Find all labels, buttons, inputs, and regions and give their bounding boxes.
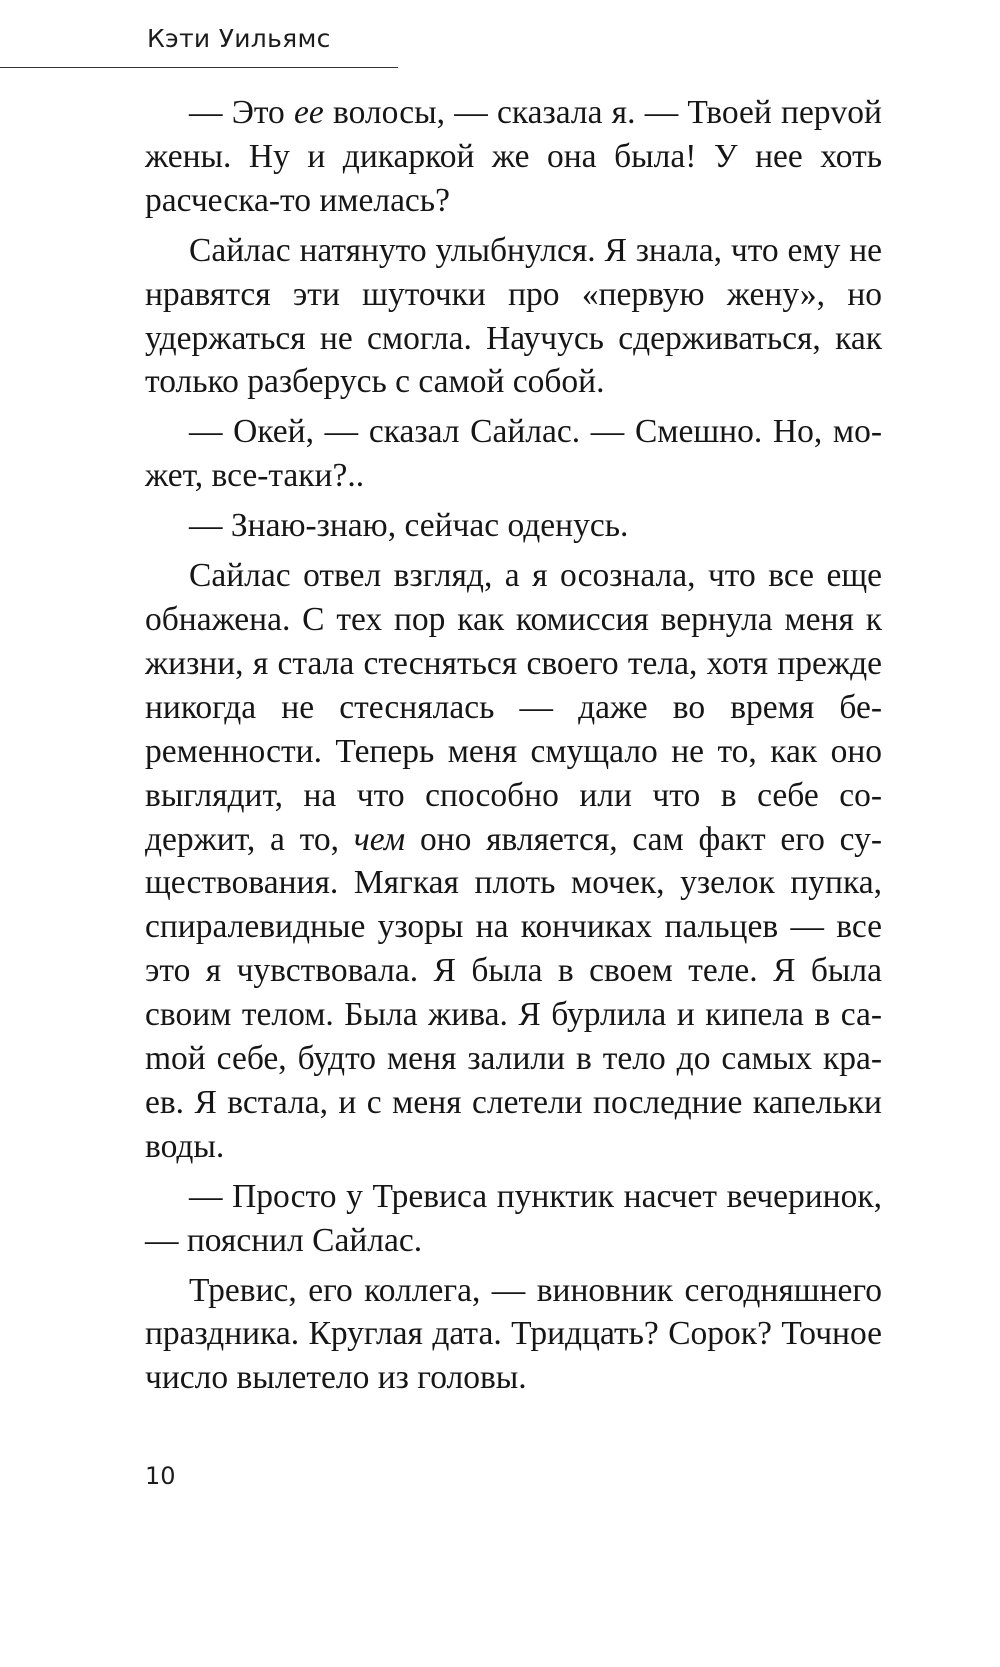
text-run: оно является, сам факт его существования. Мягкая плоть мочек, узелок пупка, спиралевидные узоры на кончиках пальцев — все это я чувствовала. Я была в своем теле. Я была своим телом. Была жива. Я бурлила и кипела в саmой себе, будто меня залили в тело до самых краев. Я встала, и с меня слетели последние капельки воды. bbox=[145, 820, 882, 1165]
running-header-author: Кэти Уильямс bbox=[147, 24, 331, 53]
paragraph bbox=[145, 1269, 882, 1401]
text-run: Тревис, его коллега, — виновник сегодняшнего праздника. Круглая дата. Тридцать? Сорок? Точное число вылетело из головы. bbox=[145, 1271, 882, 1397]
paragraph bbox=[145, 410, 882, 498]
paragraph bbox=[145, 91, 882, 223]
text-run: — Просто у Тревиса пунктик насчет вечеринок, — пояснил Сайлас. bbox=[145, 1177, 882, 1259]
text-run: Сайлас отвел взгляд, а я осознала, что все еще обнажена. С тех пор как комиссия вернула меня к жизни, я стала стесняться своего тела, хотя прежде никогда не стеснялась — даже во время беременности. Теперь меня смущало не то, как оно выглядит, на что способно или что в себе содержит, а то, bbox=[145, 557, 882, 858]
text-run-italic: ее bbox=[294, 94, 324, 131]
text-run-italic: чем bbox=[353, 820, 406, 858]
header-rule bbox=[0, 67, 398, 68]
paragraph bbox=[145, 229, 882, 405]
text-run: — Окей, — сказал Сайлас. — Смешно. Но, может, все-таки?.. bbox=[145, 413, 882, 495]
text-run: Сайлас натянуто улыбнулся. Я знала, что ему не нравятся эти шуточки про «первую жену», но удержаться не смогла. Научусь сдерживаться, как только разберусь с самой собой. bbox=[145, 231, 882, 401]
text-run: — Это bbox=[189, 94, 295, 131]
paragraph bbox=[145, 504, 882, 548]
page-number: 10 bbox=[145, 1462, 176, 1490]
paragraph bbox=[145, 554, 882, 1169]
text-run: — Знаю-знаю, сейчас оденусь. bbox=[189, 507, 629, 545]
paragraph bbox=[145, 1175, 882, 1263]
page-body bbox=[145, 91, 882, 1400]
text-run: волосы, — сказала я. — Твоей перvой жены. Ну и дикаркой же она была! У нее хоть расческа-то имелась? bbox=[145, 94, 882, 219]
